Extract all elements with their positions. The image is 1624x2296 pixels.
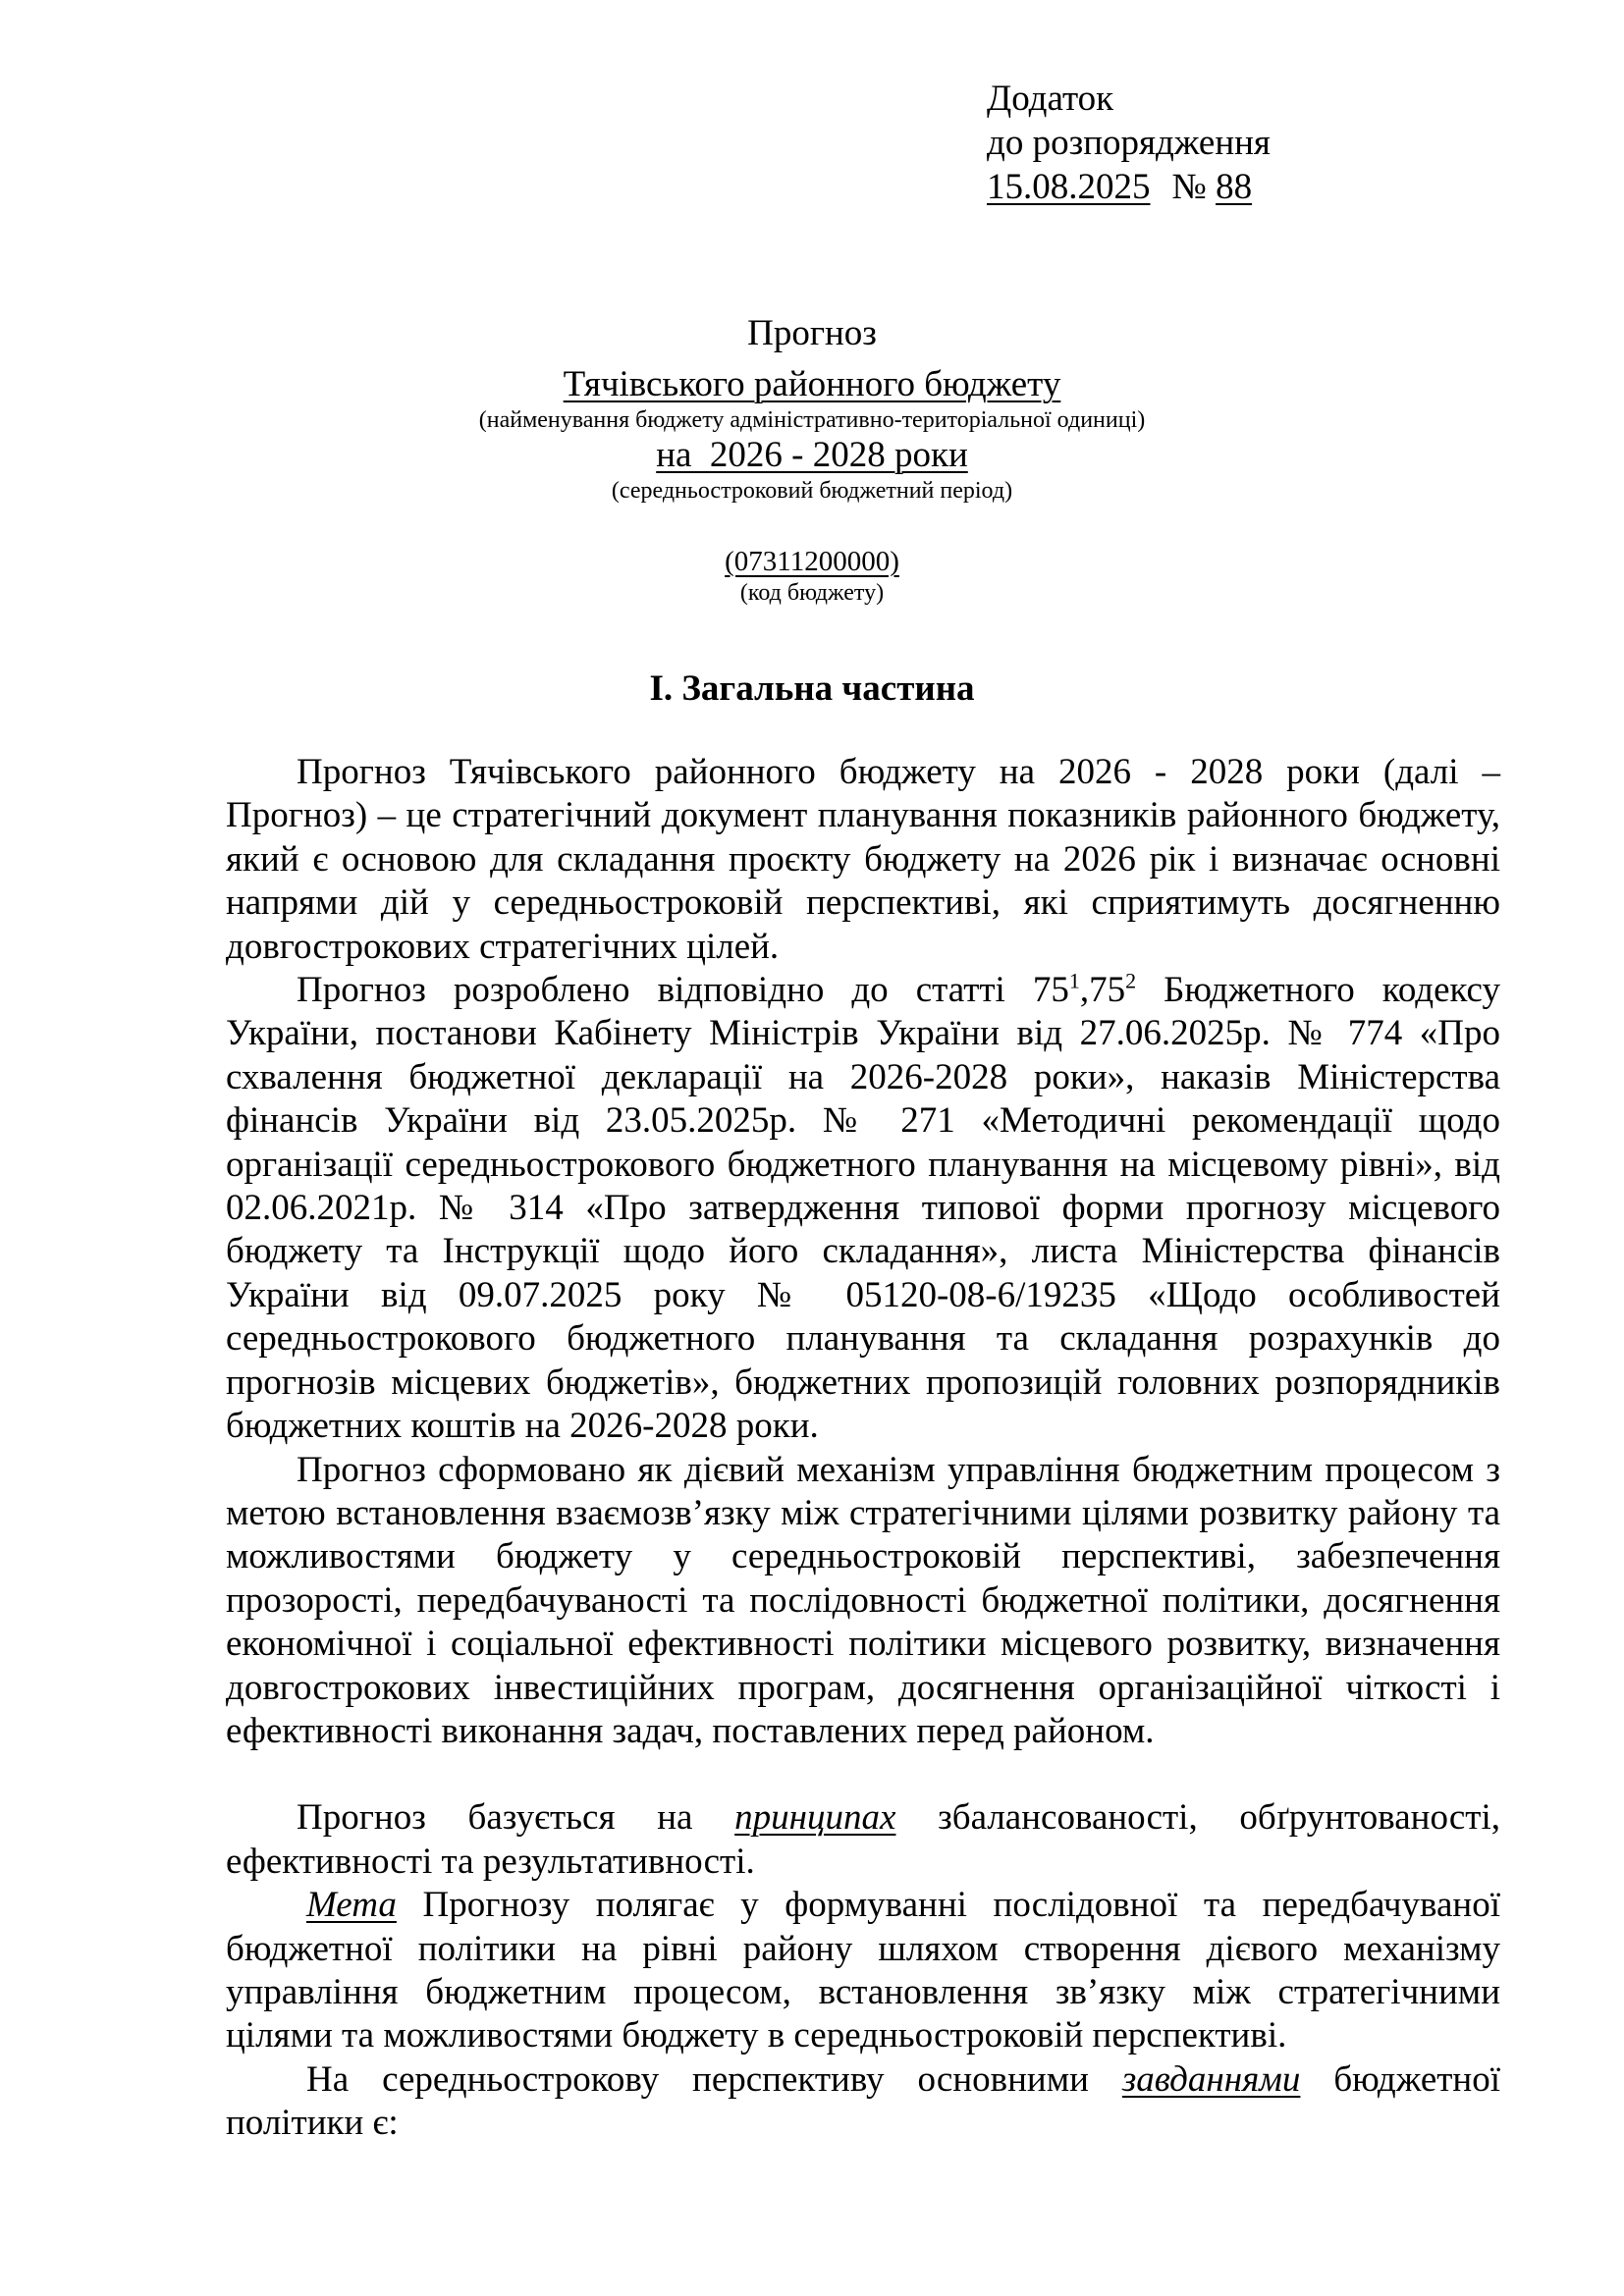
body-text bbox=[226, 751, 1500, 2146]
principles-text-start: Прогноз базується на bbox=[297, 1797, 735, 1839]
budget-name-line bbox=[0, 363, 1624, 406]
paragraph-intro: Прогноз Тячівського районного бюджету на 2026 - 2028 роки (далі – Прогноз) – це стратегічний документ планування показників районного бюджету, який є основою для складання проєкту бюджету на 2026 рік і визначає основні напрями дій у середньостроковій перспективі, які сприятимуть досягненню довгострокових стратегічних цілей. bbox=[226, 752, 1500, 967]
tasks-text-end: бюджетної політики є: bbox=[226, 2058, 1500, 2144]
article-superscript-2: 2 bbox=[1125, 968, 1137, 993]
appendix-reference: до розпорядження bbox=[987, 123, 1271, 163]
order-number: 88 bbox=[1216, 167, 1253, 207]
legal-basis-article: ,75 bbox=[1079, 970, 1126, 1011]
budget-name-caption: (найменування бюджету адміністративно-територіальної одиниці) bbox=[478, 407, 1146, 433]
goal-text: Прогнозу полягає у формуванні послідовної та передбачуваної бюджетної політики на рівні району шляхом створення дієвого механізму управління бюджетним процесом, встановлення зв’язку між стратегічними цілями та можливостями бюджету в середньостроковій перспективі. bbox=[226, 1885, 1500, 2056]
legal-basis-text-end: Бюджетного кодексу України, постанови Кабінету Міністрів України від 27.06.2025р. № 774 «Про схвалення бюджетної декларації на 2026-2028 роки», наказів Міністерства фінансів України від 23.05.2025р. № 271 «Методичні рекомендації щодо організації середньострокового бюджетного планування на місцевому рівні», від 02.06.2021р. № 314 «Про затвердження типової форми прогнозу місцевого бюджету та Інструкції щодо його складання», листа Міністерства фінансів України від 09.07.2025 року № 05120-08-6/19235 «Щодо особливостей середньострокового бюджетного планування та складання розрахунків до прогнозів місцевих бюджетів», бюджетних пропозицій головних розпорядників бюджетних коштів на 2026-2028 роки. bbox=[226, 970, 1500, 1447]
budget-period: на 2026 - 2028 роки bbox=[656, 435, 968, 475]
order-date: 15.08.2025 bbox=[987, 167, 1151, 207]
paragraph-goal bbox=[226, 1884, 1500, 2058]
period-line bbox=[0, 434, 1624, 477]
budget-code-caption: (код бюджету) bbox=[739, 580, 885, 606]
budget-code: (07311200000) bbox=[725, 546, 899, 577]
budget-period-caption: (середньостроковий бюджетний період) bbox=[611, 478, 1013, 504]
paragraph-tasks bbox=[226, 2058, 1500, 2146]
paragraph-principles bbox=[226, 1796, 1500, 1884]
appendix-label: Додаток bbox=[987, 79, 1114, 119]
tasks-text-start: На середньострокову перспективу основними bbox=[306, 2058, 1122, 2100]
appendix-date-number bbox=[987, 165, 1271, 209]
paragraph-legal-basis bbox=[226, 969, 1500, 1448]
paragraph-mechanism: Прогноз сформовано як дієвий механізм управління бюджетним процесом з метою встановлення взаємозв’язку між стратегічними цілями розвитку району та можливостями бюджету у середньостроковій перспективі, забезпечення прозорості, передбачуваності та послідовності бюджетної політики, досягнення економічної і соціальної ефективності політики місцевого розвитку, визначення довгострокових інвестиційних програм, досягнення організаційної чіткості і ефективності виконання задач, поставлених перед районом. bbox=[226, 1449, 1500, 1751]
article-superscript-1: 1 bbox=[1068, 968, 1080, 993]
number-sign: № bbox=[1171, 167, 1207, 207]
goal-emphasis: Мета bbox=[306, 1885, 397, 1926]
document-title: Прогноз bbox=[747, 313, 877, 353]
legal-basis-text-start: Прогноз розроблено відповідно до статті 75 bbox=[297, 970, 1069, 1011]
appendix-block bbox=[987, 77, 1271, 209]
tasks-emphasis: завданнями bbox=[1121, 2058, 1301, 2100]
title-block bbox=[0, 312, 1624, 607]
budget-name: Тячівського районного бюджету bbox=[563, 364, 1061, 404]
section-heading: І. Загальна частина bbox=[649, 668, 975, 709]
principles-emphasis: принципах bbox=[734, 1797, 896, 1839]
principles-text-end: збалансованості, обґрунтованості, ефективності та результативності. bbox=[226, 1797, 1500, 1882]
budget-code-line bbox=[0, 544, 1624, 579]
